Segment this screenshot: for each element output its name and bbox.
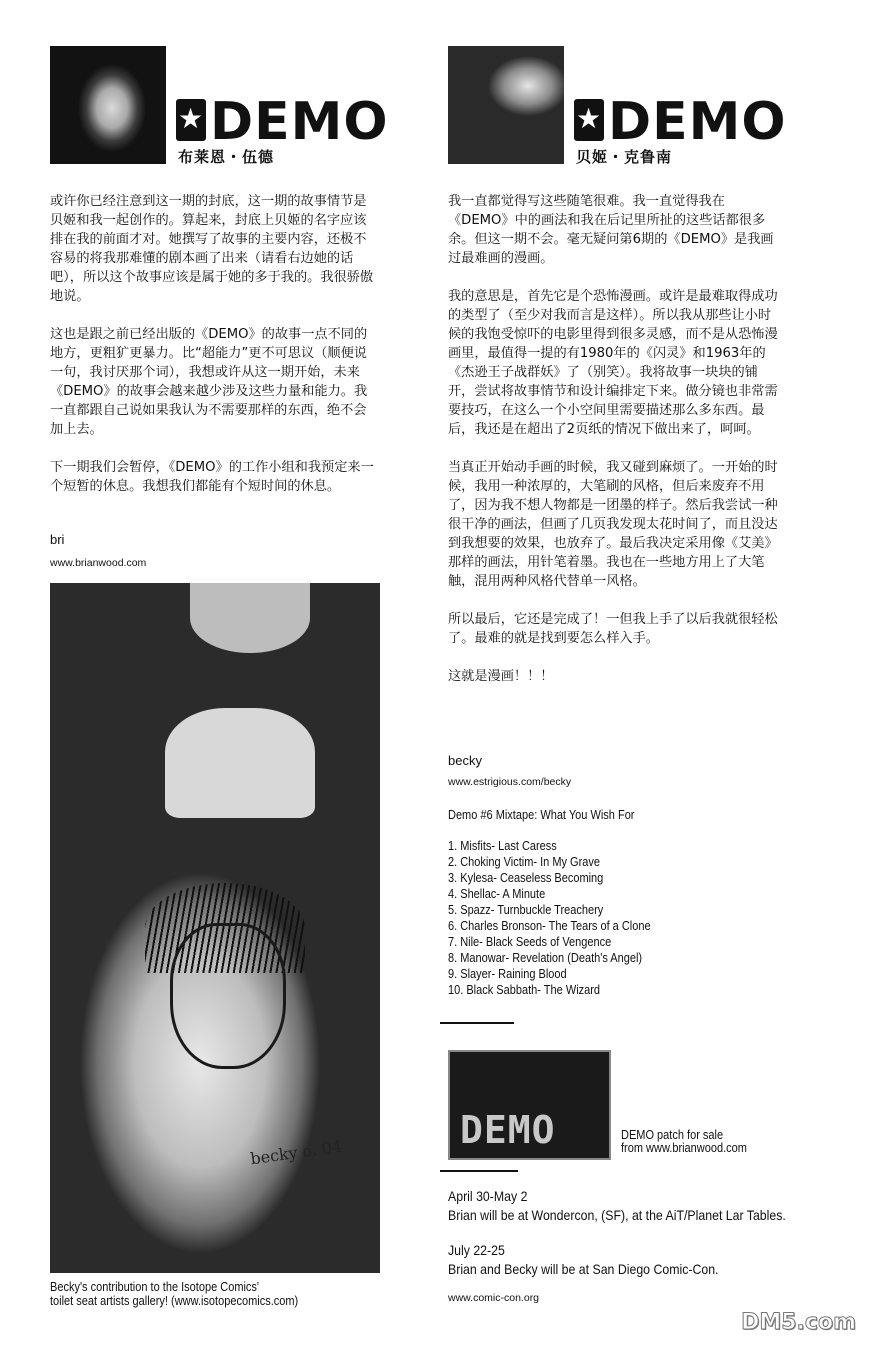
paragraph: 我一直都觉得写这些随笔很难。我一直觉得我在《DEMO》中的画法和我在后记里所扯的这些话都很多余。但这一期不会。毫无疑问第6期的《DEMO》是我画过最难画的漫画。 bbox=[448, 194, 774, 266]
cap-shape bbox=[190, 583, 310, 653]
list-item: 9. Slayer- Raining Blood bbox=[448, 967, 567, 981]
url-estrigious[interactable]: www.estrigious.com/becky bbox=[448, 776, 572, 788]
list-item: 10. Black Sabbath- The Wizard bbox=[448, 983, 601, 997]
event1-date: April 30-May 2 bbox=[448, 1188, 528, 1204]
byline-right: 贝姬・克鲁南 bbox=[576, 148, 673, 166]
photo-caption-line1: Becky's contribution to the Isotope Comics' bbox=[50, 1280, 260, 1294]
patch-caption-line2: from www.brianwood.com bbox=[621, 1141, 747, 1155]
list-item: 5. Spazz- Turnbuckle Treachery bbox=[448, 903, 604, 917]
signature-bri: bri bbox=[50, 532, 65, 547]
paragraph: 所以最后，它还是完成了！一但我上手了以后我就很轻松了。最难的就是找到要怎么样入手。 bbox=[448, 612, 778, 646]
paragraph: 这也是跟之前已经出版的《DEMO》的故事一点不同的地方，更粗犷更暴力。比“超能力”更不可思议（顺便说一句，我讨厌那个词），我想或许从这一期开始，未来《DEMO》的故事会越来越少涉及这些力量和能力。我一直都跟自己说如果我认为不需要那样的东西，绝不会加上去。 bbox=[50, 327, 368, 437]
essay-left bbox=[50, 192, 375, 515]
patch-word: DEMO bbox=[460, 1108, 556, 1152]
demo-patch-image bbox=[448, 1050, 611, 1160]
list-item: 4. Shellac- A Minute bbox=[448, 887, 546, 901]
photo-signature: becky o. 04 bbox=[249, 1136, 344, 1169]
url-brianwood[interactable]: www.brianwood.com bbox=[50, 557, 147, 569]
event1-text: Brian will be at Wondercon, (SF), at the AiT/Planet Lar Tables. bbox=[448, 1207, 786, 1223]
url-comic-con[interactable]: www.comic-con.org bbox=[448, 1292, 540, 1304]
star-icon bbox=[574, 99, 604, 141]
mixtape-title: Demo #6 Mixtape: What You Wish For bbox=[448, 808, 635, 822]
list-item: 8. Manowar- Revelation (Death's Angel) bbox=[448, 951, 643, 965]
author-photo-brian bbox=[50, 46, 166, 164]
patch-caption-line1: DEMO patch for sale bbox=[621, 1128, 724, 1142]
demo-logo-text: DEMO bbox=[608, 92, 787, 152]
toilet-seat-photo bbox=[50, 583, 380, 1273]
list-item: 2. Choking Victim- In My Grave bbox=[448, 855, 601, 869]
byline-left: 布莱恩・伍德 bbox=[178, 148, 275, 166]
divider bbox=[440, 1170, 518, 1172]
star-icon bbox=[176, 99, 206, 141]
list-item: 7. Nile- Black Seeds of Vengence bbox=[448, 935, 612, 949]
paragraph: 当真正开始动手画的时候，我又碰到麻烦了。一开始的时候，我用一种浓厚的，大笔刷的风格，但后来废弃不用了，因为我不想人物都是一团墨的样子。然后我尝试一种很干净的画法，但画了几页我发现太花时间了，而且没达到我想要的效果，也放弃了。最后我决定采用像《艾美》那样的画法，用针笔着墨。我也在一些地方用上了大笔触，混用两种风格代替单一风格。 bbox=[448, 460, 778, 589]
list-item: 3. Kylesa- Ceaseless Becoming bbox=[448, 871, 604, 885]
event2-text: Brian and Becky will be at San Diego Comic-Con. bbox=[448, 1261, 719, 1277]
paragraph: 这就是漫画！！！ bbox=[448, 669, 554, 684]
demo-logo-right bbox=[574, 92, 787, 152]
mixtape-tracklist bbox=[448, 838, 651, 998]
divider bbox=[440, 1022, 514, 1024]
signature-becky: becky bbox=[448, 753, 482, 768]
paragraph: 我的意思是，首先它是个恐怖漫画。或许是最难取得成功的类型了（至少对我而言是这样）。所以我从那些让小时候的我饱受惊吓的电影里得到很多灵感，而不是从恐怖漫画里，最值得一提的有1980年的《闪灵》和1963年的《杰逊王子战群妖》了（别笑）。我将故事一块块的铺开，尝试将故事情节和设计编排定下来。做分镜也非常需要技巧，在这么一个小空间里需要描述那么多东西。最后，我还是在超出了2页纸的情况下做出来了，呵呵。 bbox=[448, 289, 778, 437]
paragraph: 下一期我们会暂停，《DEMO》的工作小组和我预定来一个短暂的休息。我想我们都能有个短时间的休息。 bbox=[50, 460, 374, 494]
list-item: 6. Charles Bronson- The Tears of a Clone bbox=[448, 919, 651, 933]
author-photo-becky bbox=[448, 46, 564, 164]
list-item: 1. Misfits- Last Caress bbox=[448, 839, 557, 853]
site-watermark: DM5.com bbox=[741, 1310, 856, 1335]
demo-logo-left bbox=[176, 92, 389, 152]
drawing-face bbox=[170, 923, 286, 1069]
photo-caption-line2: toilet seat artists gallery! (www.isotopecomics.com) bbox=[50, 1294, 299, 1308]
event2-date: July 22-25 bbox=[448, 1242, 505, 1258]
demo-logo-text: DEMO bbox=[210, 92, 389, 152]
seat-lid-shape bbox=[165, 708, 315, 818]
paragraph: 或许你已经注意到这一期的封底，这一期的故事情节是贝姬和我一起创作的。算起来，封底上贝姬的名字应该排在我的前面才对。她撰写了故事的主要内容，还极不容易的将我那难懂的剧本画了出来（请看右边她的话吧），所以这个故事应该是属于她的多于我的。我很骄傲地说。 bbox=[50, 194, 374, 304]
essay-right bbox=[448, 192, 778, 705]
